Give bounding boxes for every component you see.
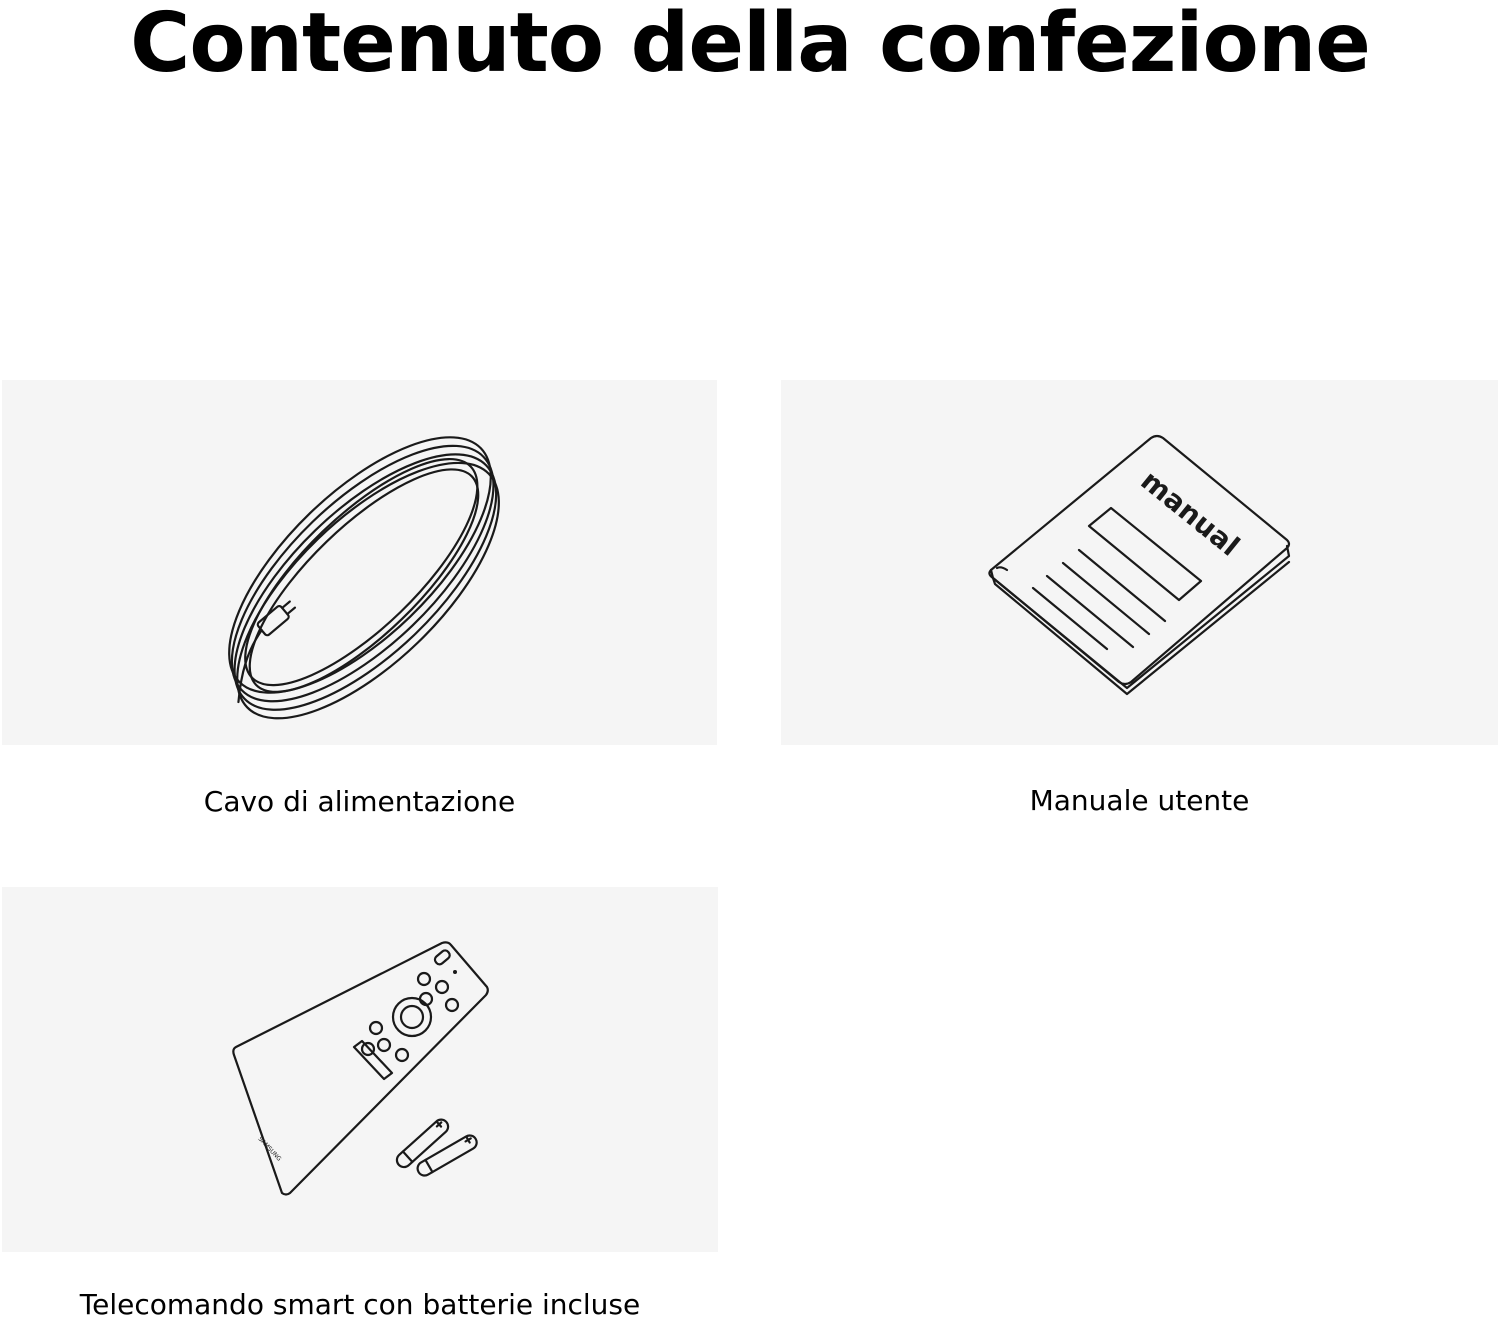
manual-panel xyxy=(781,380,1498,745)
power-cable-caption: Cavo di alimentazione xyxy=(203,785,516,818)
remote-brand-text: SAMSUNG xyxy=(256,1135,283,1163)
remote-control-icon xyxy=(2,887,718,1252)
page-title: Contenuto della confezione xyxy=(130,0,1370,91)
manual-icon xyxy=(781,380,1498,745)
remote-panel xyxy=(2,887,718,1252)
power-cable-icon xyxy=(2,380,717,745)
batteries-icon xyxy=(394,1117,479,1178)
manual-cover-text: manual xyxy=(1134,463,1246,563)
remote-caption: Telecomando smart con batterie incluse xyxy=(79,1288,641,1321)
manual-caption: Manuale utente xyxy=(1029,784,1250,817)
power-cable-panel xyxy=(2,380,717,745)
